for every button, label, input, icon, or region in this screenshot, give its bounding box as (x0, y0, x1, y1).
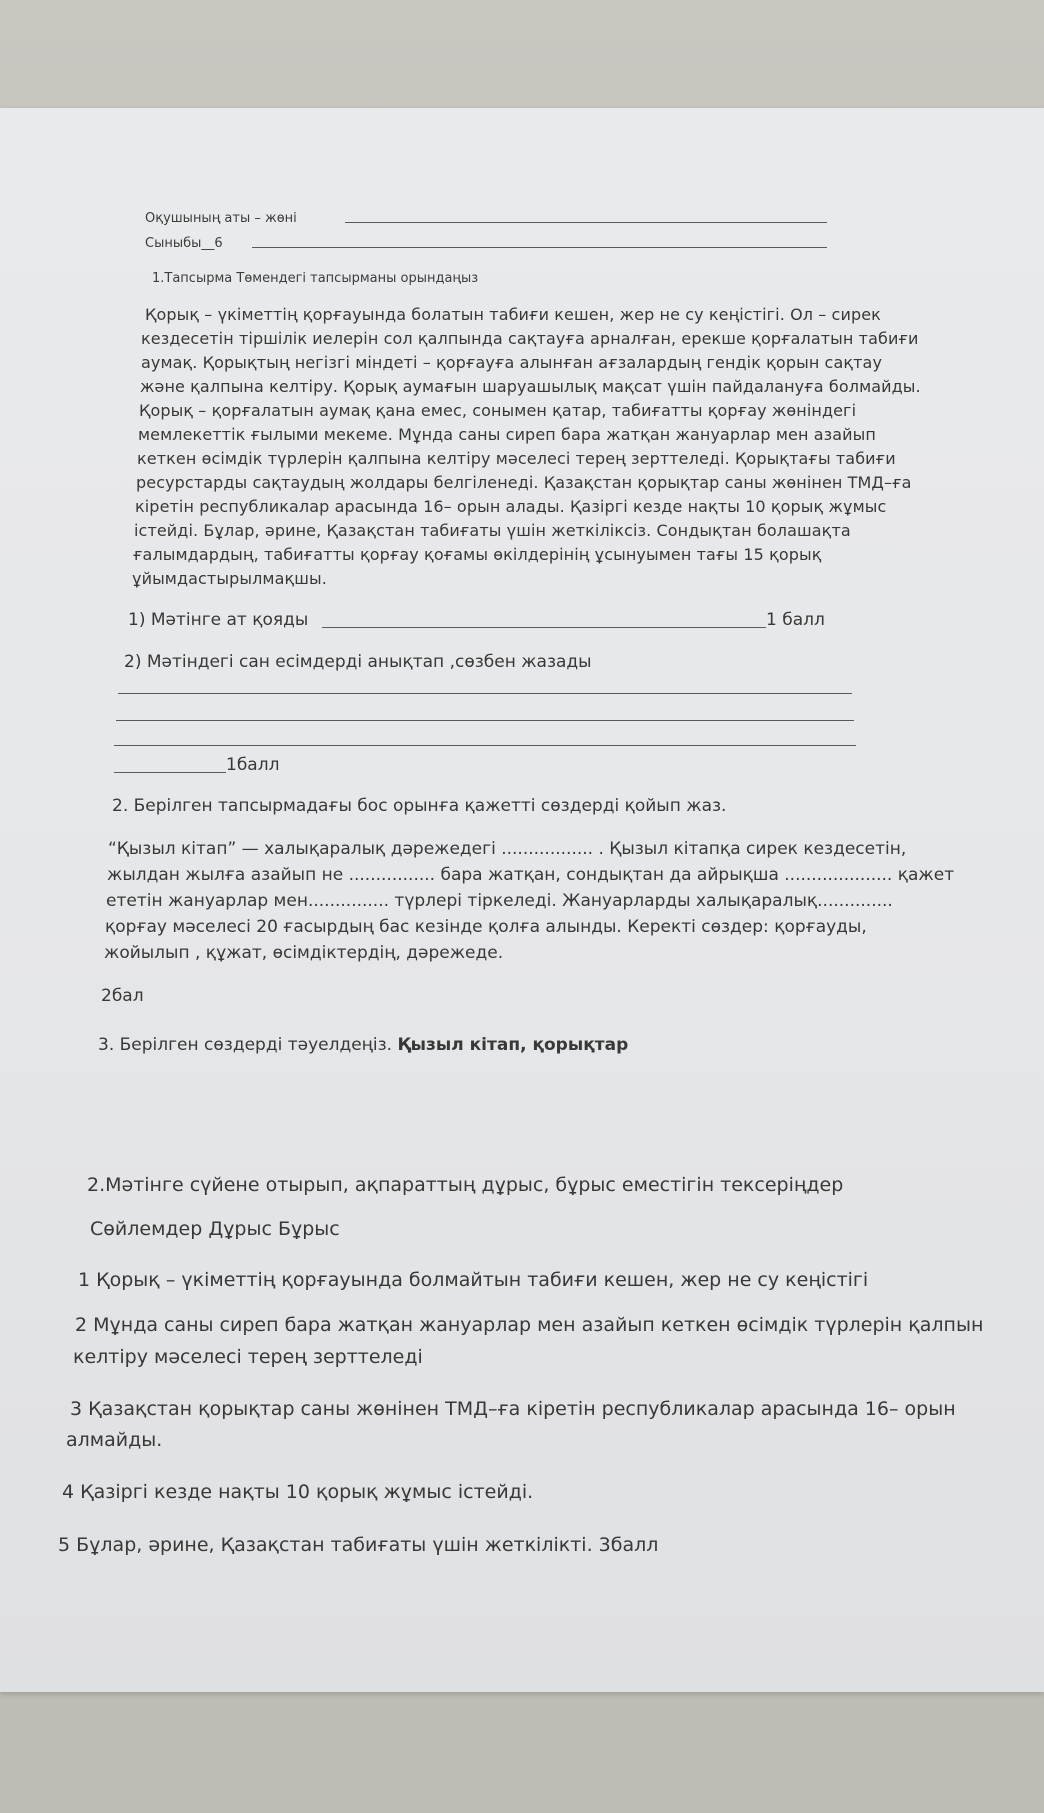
task1-text-line: кіретін республикалар арасында 16– орын алады. Қазіргі кезде нақты 10 қорық жұмыс (135, 497, 887, 516)
statement-3-line2: алмайды. (66, 1429, 163, 1451)
task1-text-line: істейді. Бұлар, әрине, Қазақстан табиғаты үшін жеткіліксіз. Сондықтан болашақта (134, 521, 851, 540)
task4-title: 2.Мәтінге сүйене отырып, ақпараттың дұрыс, бұрыс еместігін тексеріңдер (87, 1174, 844, 1196)
statement-5: 5 Бұлар, әрине, Қазақстан табиғаты үшін жеткілікті. 3балл (58, 1534, 659, 1556)
task2-score: 2бал (101, 986, 144, 1006)
task2-text-line: “Қызыл кітап” — халықаралық дәрежедегі ................. . Қызыл кітапқа сирек кездесетін, (108, 839, 907, 859)
class-line (252, 247, 827, 248)
task1-text-line: ұйымдастырылмақшы. (132, 569, 327, 588)
statement-1: 1 Қорық – үкіметтің қорғауында болмайтын табиғи кешен, жер не су кеңістігі (78, 1269, 869, 1291)
question2-label: 2) Мәтіндегі сан есімдерді анықтап ,сөзбен жазады (124, 652, 592, 672)
task1-text-line: кеткен өсімдік түрлерін қалпына келтіру мәселесі терең зерттеледі. Қорықтағы табиғи (137, 449, 896, 468)
task1-text-line: ғалымдардың, табиғатты қорғау қоғамы өкілдерінің ұсынуымен тағы 15 қорық (133, 545, 822, 564)
task1-text-line: Қорық – қорғалатын аумақ қана емес, сонымен қатар, табиғатты қорғау жөніндегі (139, 401, 857, 420)
question1-score: 1 балл (766, 610, 825, 630)
question1-label: 1) Мәтінге ат қояды (128, 610, 309, 630)
task2-text-line: қорғау мәселесі 20 ғасырдың бас кезінде қолға алынды. Керекті сөздер: қорғауды, (105, 917, 867, 937)
task1-text-line: ресурстарды сақтаудың жолдары белгіленеді. Қазақстан қорықтар саны жөнінен ТМД–ға (136, 473, 912, 492)
student-name-line (345, 222, 827, 223)
question2-answer-line[interactable] (116, 720, 854, 721)
task1-text-line: Қорық – үкіметтің қорғауында болатын табиғи кешен, жер не су кеңістігі. Ол – сирек (145, 305, 881, 324)
student-name-label: Оқушының аты – жөні (145, 211, 297, 226)
class-label: Сыныбы__6 (145, 236, 223, 251)
statement-3-line1: 3 Қазақстан қорықтар саны жөнінен ТМД–ға кіретін республикалар арасында 16– орын (70, 1398, 956, 1420)
question2-answer-line[interactable] (114, 772, 226, 773)
statement-2-line1: 2 Мұнда саны сиреп бара жатқан жануарлар мен азайып кеткен өсімдік түрлерін қалпын (75, 1314, 984, 1336)
task1-text-line: аумақ. Қорықтың негізгі міндеті – қорғауға алынған ағзалардың гендік қорын сақтау (141, 353, 883, 372)
task1-text-line: және қалпына келтіру. Қорық аумағын шаруашылық мақсат үшін пайдалануға болмайды. (140, 377, 921, 396)
task1-title: 1.Тапсырма Төмендегі тапсырманы орындаңыз (152, 271, 479, 286)
task4-header-row: Сөйлемдер Дұрыс Бұрыс (90, 1218, 340, 1240)
statement-4: 4 Қазіргі кезде нақты 10 қорық жұмыс істейді. (62, 1481, 534, 1503)
task3-title (98, 1035, 628, 1055)
question2-answer-line[interactable] (118, 693, 852, 694)
task2-text-line: жылдан жылға азайып не ................ бара жатқан, сондықтан да айрықша .................... қажет (107, 865, 955, 885)
task2-text-line: жойылып , құжат, өсімдіктердің, дәрежеде. (104, 943, 504, 963)
statement-2-line2: келтіру мәселесі терең зерттеледі (73, 1346, 423, 1368)
question2-score: 1балл (226, 755, 280, 775)
task3-words: Қызыл кітап, қорықтар (397, 1035, 629, 1055)
task3-title-text: 3. Берілген сөздерді тәуелдеңіз. (98, 1035, 398, 1055)
task1-text-line: мемлекеттік ғылыми мекеме. Мұнда саны сиреп бара жатқан жануарлар мен азайып (138, 425, 876, 444)
task2-title: 2. Берілген тапсырмадағы бос орынға қажетті сөздерді қойып жаз. (112, 796, 727, 816)
question1-answer-line[interactable] (322, 627, 766, 628)
task1-text-line: кездесетін тіршілік иелерін сол қалпында сақтауға арналған, ерекше қорғалатын табиғи (141, 329, 919, 348)
question2-answer-line[interactable] (114, 745, 856, 746)
task2-text-line: ететін жануарлар мен............... түрлері тіркеледі. Жануарларды халықаралық.............. (106, 891, 893, 911)
